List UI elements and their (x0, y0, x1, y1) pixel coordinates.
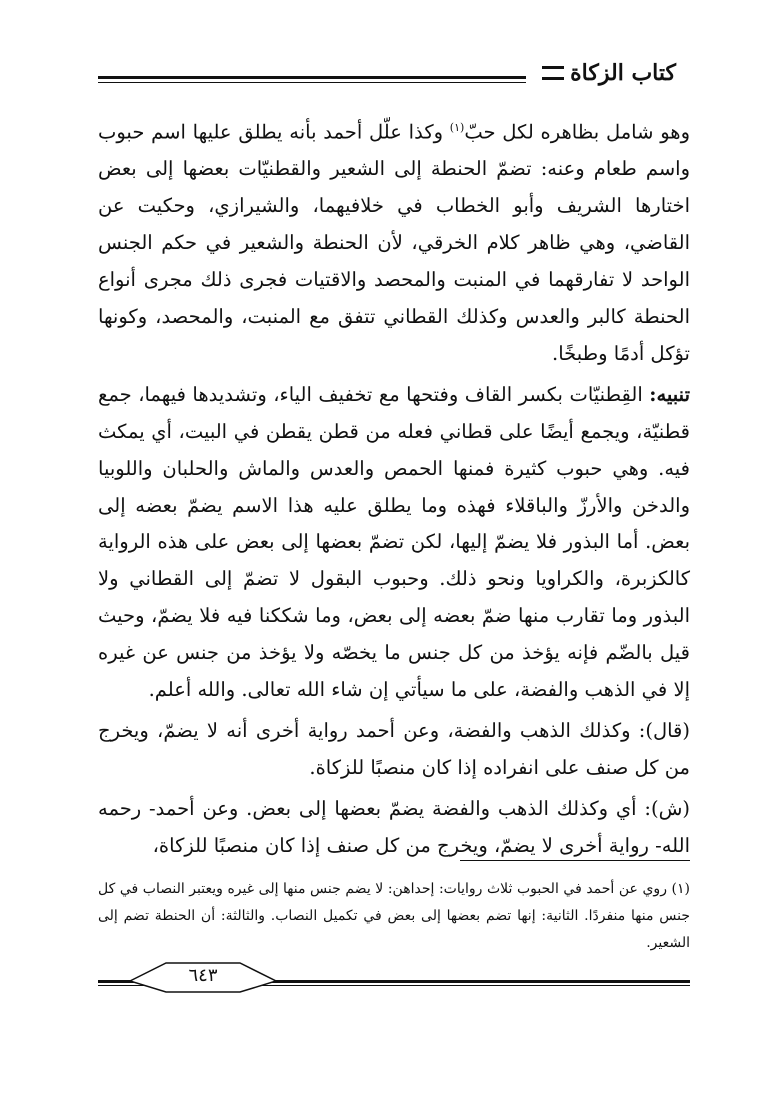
footnote-ref: (١) (449, 121, 465, 134)
paragraph (98, 110, 690, 373)
header-rule (98, 76, 526, 83)
chapter-title-text: كتاب الزكاة (570, 60, 676, 86)
paragraph-text: القِطنيّات بكسر القاف وفتحها مع تخفيف الياء، وتشديدها فيهما، جمع قطنيّة، ويجمع أيضًا على قطاني فعله من قطن يقطن في البيت، أي يمكث فيه. وهي حبوب كثيرة فمنها الحمص والعدس والماش والحلبان واللوبيا والدخن والأرزّ والباقلاء فهذه وما يطلق عليه هذا الاسم يضمّ بعضه إلى بعض. أما البذور فلا يضمّ إليها، لكن تضمّ بعضها إلى بعض على هذه الرواية كالكزبرة، والكراويا ونحو ذلك. وحبوب البقول لا تضمّ إلى القطاني ولا البذور وما تقارب منها ضمّ بعضه إلى بعض، وما شككنا فيه فلا يضمّ، وحيث قيل بالضّم فإنه يؤخذ من كل جنس ما يخصّه ولا يؤخذ من جنس عن غيره إلا في الذهب والفضة، على ما سيأتي إن شاء الله تعالى. والله أعلم. (98, 382, 690, 702)
main-text (98, 110, 690, 865)
paragraph-text: وكذا علّل أحمد بأنه يطلق عليها اسم حبوب واسم طعام وعنه: تضمّ الحنطة إلى الشعير والقطنيّات بعضها إلى بعض اختارها الشريف وأبو الخطاب في خلافيهما، والشيرازي، وحكيت عن القاضي، وهي ظاهر كلام الخرقي، لأن الحنطة والشعير في حكم الجنس الواحد لا تفارقهما في المنبت والمحصد والاقتيات فجرى ذلك مجرى أنواع الحنطة كالبر والعدس وكذلك القطاني تتفق مع المنبت، والمحصد، وكونها تؤكل أدمًا وطبخًا. (98, 120, 690, 365)
paragraph-sharh: (ش): أي وكذلك الذهب والفضة يضمّ بعضها إلى بعض. وعن أحمد- رحمه الله- رواية أخرى لا يضمّ، ويخرج من كل صنف إذا كان منصبًا للزكاة، (98, 796, 690, 857)
note-heading: تنبيه: (649, 382, 690, 406)
paragraph-text: وهو شامل بظاهره لكل حبّ (464, 120, 690, 144)
header-ornament (542, 66, 564, 80)
footnote-divider (460, 860, 690, 861)
paragraph-note (98, 377, 690, 709)
footnote: (١) روي عن أحمد في الحبوب ثلاث روايات: إحداهن: لا يضم جنس منها إلى غيره ويعتبر النصاب في كل جنس منها منفردًا. الثانية: إنها تضم بعضها إلى بعض في تكميل النصاب. والثالثة: أن الحنطة تضم إلى الشعير. (98, 881, 690, 951)
page-header (98, 62, 676, 92)
chapter-title (538, 60, 676, 86)
page-footer (98, 960, 690, 994)
page-number: ٦٤٣ (173, 965, 233, 986)
paragraph-qala: (قال): وكذلك الذهب والفضة، وعن أحمد رواية أخرى أنه لا يضمّ، ويخرج من كل صنف على انفراده إذا كان منصبًا للزكاة. (98, 719, 690, 779)
